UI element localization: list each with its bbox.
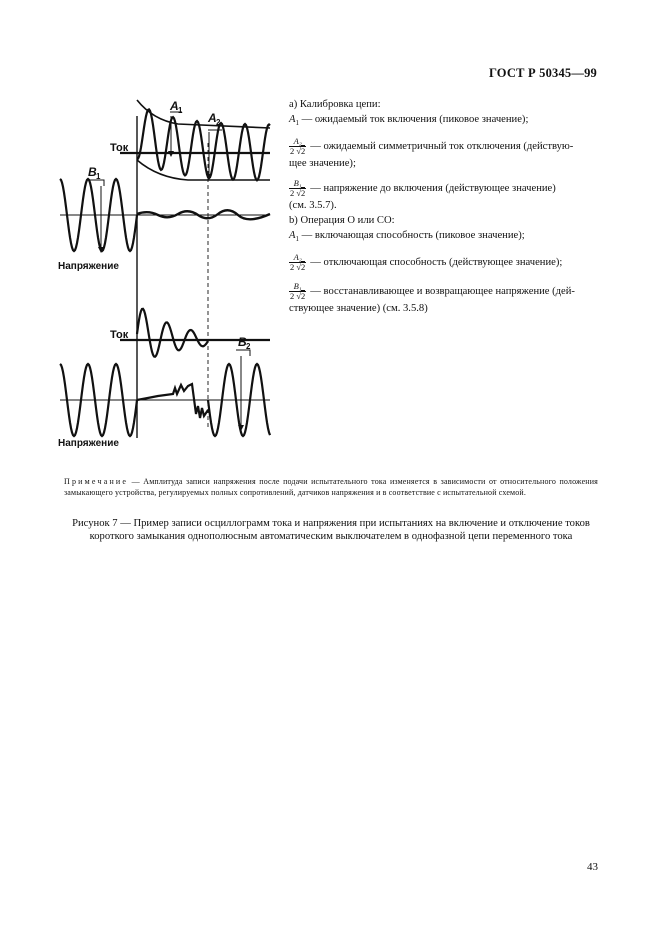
symbol-a: A xyxy=(289,114,296,125)
figure-legend xyxy=(289,97,601,316)
label-voltage-top: Напряжение xyxy=(58,261,119,272)
legend-text: — отключающая способность (действующее значение); xyxy=(310,257,563,269)
label-b1: B xyxy=(88,165,97,179)
label-current-top: Ток xyxy=(110,142,129,154)
legend-a1 xyxy=(289,112,601,131)
legend-b1 xyxy=(289,179,601,213)
legend-text: — включающая способность (пиковое значение); xyxy=(298,230,525,242)
den-prefix: 2 xyxy=(290,262,295,273)
den-root: 2 xyxy=(301,291,306,302)
label-a1: A xyxy=(170,99,179,113)
fraction-num: A₂ xyxy=(289,137,306,147)
oscillogram-svg xyxy=(58,88,283,460)
page-number: 43 xyxy=(587,861,598,873)
fraction-den: 2 √2 xyxy=(290,262,306,273)
figure-caption: Рисунок 7 — Пример записи осциллограмм тока и напряжения при испытаниях на включение и отключение токов короткого замыкания однополюсным автоматическим выключателем в однофазной цепи переменного тока xyxy=(72,518,590,542)
fraction-a2 xyxy=(289,137,306,156)
den-root: 2 xyxy=(301,188,306,199)
label-b1-sub: 1 xyxy=(96,172,101,181)
fraction-num: B₁ xyxy=(289,282,306,292)
legend-text: ствующее значение) (см. 3.5.8) xyxy=(289,303,428,315)
label-b2: B xyxy=(238,335,247,349)
den-prefix: 2 xyxy=(290,146,295,157)
note-text: — Амплитуда записи напряжения после подачи испытательного тока изменяется в зависимости от относительного положения замыкающего устройства, регулируемых полных сопротивлений, датчиков напряжения и в соответствие с испытательной схемой. xyxy=(64,477,598,497)
envelope-upper xyxy=(137,100,270,128)
den-root: 2 xyxy=(301,262,306,273)
envelope-lower xyxy=(137,160,270,180)
fraction-b1 xyxy=(289,179,306,198)
document-header: ГОСТ Р 50345—99 xyxy=(488,66,597,80)
label-current-bottom: Ток xyxy=(110,329,129,341)
symbol-a: A xyxy=(289,230,296,242)
den-root: 2 xyxy=(301,146,306,157)
label-b2-sub: 2 xyxy=(246,342,251,351)
fraction-b-b1 xyxy=(289,282,306,301)
label-voltage-bottom: Напряжение xyxy=(58,438,119,449)
fraction-num: A₂ xyxy=(289,253,306,263)
fraction-num: B₁ xyxy=(289,179,306,189)
legend-a-title: а) Калибровка цепи: xyxy=(289,99,381,110)
label-a2: A xyxy=(208,111,217,125)
current-trace-bottom xyxy=(137,309,208,357)
label-a1-sub: 1 xyxy=(178,106,183,115)
oscillogram-figure xyxy=(58,88,283,460)
den-prefix: 2 xyxy=(290,291,295,302)
current-trace-top xyxy=(137,109,270,180)
legend-b-a2 xyxy=(289,253,601,272)
fraction-b-a2 xyxy=(289,253,306,272)
symbol-sub: 1 xyxy=(295,235,299,244)
fraction-den: 2 √2 xyxy=(290,188,306,199)
symbol-sub: 1 xyxy=(295,119,299,128)
legend-text: (см. 3.5.7). xyxy=(289,200,337,212)
label-a2-sub: 2 xyxy=(216,118,221,127)
legend-text: — напряжение до включения (действующее значение) xyxy=(310,183,556,195)
legend-b-b1 xyxy=(289,282,601,316)
voltage-trace-bottom-arc xyxy=(137,384,208,418)
legend-text: — восстанавливающее и возвращающее напряжение (дей- xyxy=(310,286,575,298)
legend-text: щее значение); xyxy=(289,158,356,170)
legend-b-a1 xyxy=(289,228,601,247)
figure-note xyxy=(64,477,598,498)
note-lead: Примечание xyxy=(64,477,129,486)
legend-a2 xyxy=(289,137,601,171)
fraction-den: 2 √2 xyxy=(290,146,306,157)
den-prefix: 2 xyxy=(290,188,295,199)
fraction-den: 2 √2 xyxy=(290,291,306,302)
legend-text: — ожидаемый ток включения (пиковое значение); xyxy=(298,114,529,125)
legend-text: — ожидаемый симметричный ток отключения (действую- xyxy=(310,141,574,153)
legend-b-title: b) Операция О или СО: xyxy=(289,215,395,227)
